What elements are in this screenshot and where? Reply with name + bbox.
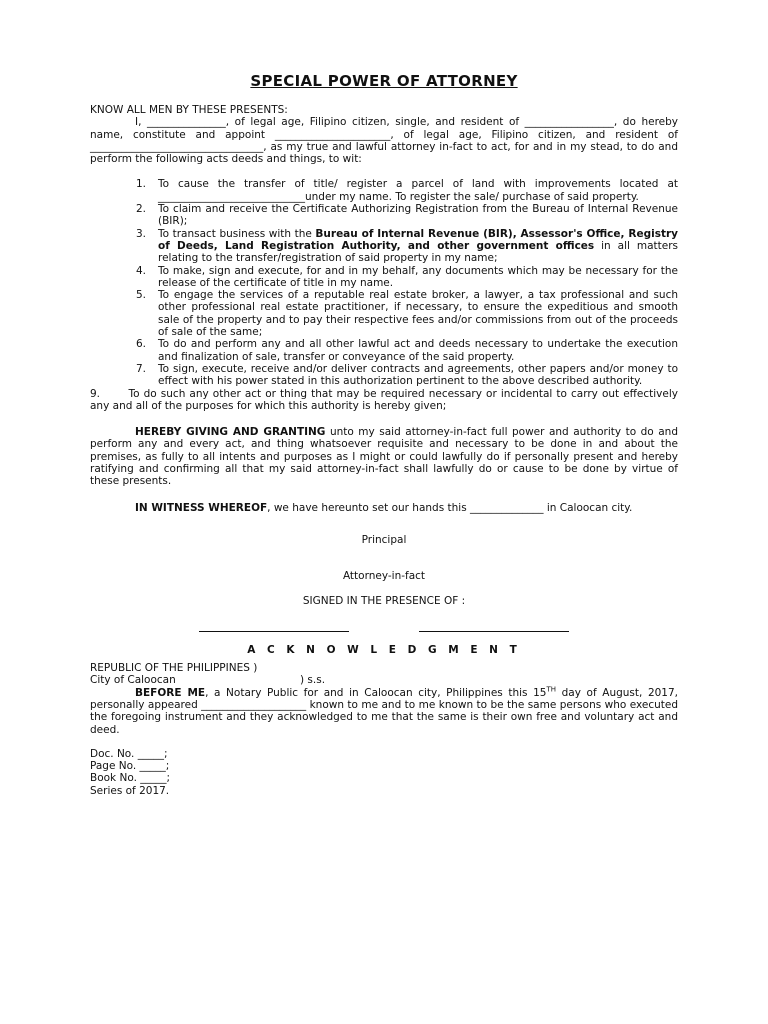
list-item: 1. To cause the transfer of title/ register a parcel of land with improvements located at ____________________________under my name. To register the sale/ purchase of said property. — [136, 178, 678, 203]
document-body — [90, 72, 678, 797]
document-title: SPECIAL POWER OF ATTORNEY — [250, 72, 518, 90]
venue-republic: REPUBLIC OF THE PHILIPPINES ) — [90, 662, 258, 675]
witness-signature-line — [199, 621, 349, 632]
series-year: Series of 2017. — [90, 784, 170, 797]
page-number: Page No. _____; — [90, 760, 170, 773]
acknowledgment-title: A C K N O W L E D G M E N T — [247, 643, 521, 656]
opening-line: KNOW ALL MEN BY THESE PRESENTS: — [90, 104, 288, 116]
list-item: 4. To make, sign and execute, for and in my behalf, any documents which may be necessary for the release of the certificate of title in my name. — [136, 264, 678, 289]
list-item: 5. To engage the services of a reputable real estate broker, a lawyer, a tax professional and such other professional real estate practitioner, if necessary, to ensure the expeditious and smooth sale of the property and to pay their respective fees and/or commissions from out of the proceeds of sale of the same; — [136, 289, 678, 339]
doc-number: Doc. No. _____; — [90, 747, 168, 760]
list-item: 6. To do and perform any and all other lawful act and deeds necessary to undertake the execution and finalization of sale, transfer or conveyance of the said property. — [136, 338, 678, 363]
attorney-in-fact-label: Attorney-in-fact — [342, 570, 426, 583]
witness-signature-lines — [90, 621, 678, 632]
book-number: Book No. _____; — [90, 772, 171, 785]
principal-label: Principal — [361, 533, 407, 546]
granting-paragraph: HEREBY GIVING AND GRANTING unto my said attorney-in-fact full power and authority to do and perform any and every act, and thing whatsoever requisite and necessary to be done in and about the premises, as fully to all intents and purposes as I might or could lawfully do if personally present and hereby ratifying and confirming all that my said attorney-in-fact shall lawfully do or cause to be done by virtue of these presents. — [90, 426, 679, 488]
witness-signature-line — [419, 621, 569, 632]
list-item: 2. To claim and receive the Certificate Authorizing Registration from the Bureau of Internal Revenue (BIR); — [136, 203, 678, 228]
list-item: 7. To sign, execute, receive and/or deliver contracts and agreements, other papers and/or money to effect with his power stated in this authorization pertinent to the above described authority. — [136, 362, 678, 388]
powers-list — [90, 178, 678, 387]
signed-presence-label: SIGNED IN THE PRESENCE OF : — [302, 594, 466, 607]
witness-paragraph: IN WITNESS WHEREOF, we have hereunto set our hands this ______________ in Caloocan city. — [135, 501, 633, 514]
intro-paragraph: I, _______________, of legal age, Filipino citizen, single, and resident of _________________, do hereby name, constitute and appoint ______________________, of legal age, Filipino citizen, and resident of _________________________________, as my true and lawful attorney in-fact to act, for and in my stead, to do and perform the following acts deeds and things, to wit: — [90, 116, 678, 166]
venue-city: City of Caloocan ) s.s. — [90, 674, 326, 687]
before-me-paragraph: BEFORE ME, a Notary Public for and in Caloocan city, Philippines this 15TH day of August, 2017, personally appeared ____________________ known to me and to me known to be the same persons who executed the foregoing instrument and they acknowledged to me that the same is their own free and voluntary act and deed. — [90, 685, 679, 736]
notarial-register — [90, 748, 678, 797]
list-item: 3. To transact business with the Bureau of Internal Revenue (BIR), Assessor's Office, Registry of Deeds, Land Registration Authority, and other government offices in all matters relating to the transfer/registration of said property in my name; — [136, 227, 678, 265]
list-item-9: 9. To do such any other act or thing that may be required necessary or incidental to carry out effectively any and all of the purposes for which this authority is hereby given; — [90, 387, 678, 412]
